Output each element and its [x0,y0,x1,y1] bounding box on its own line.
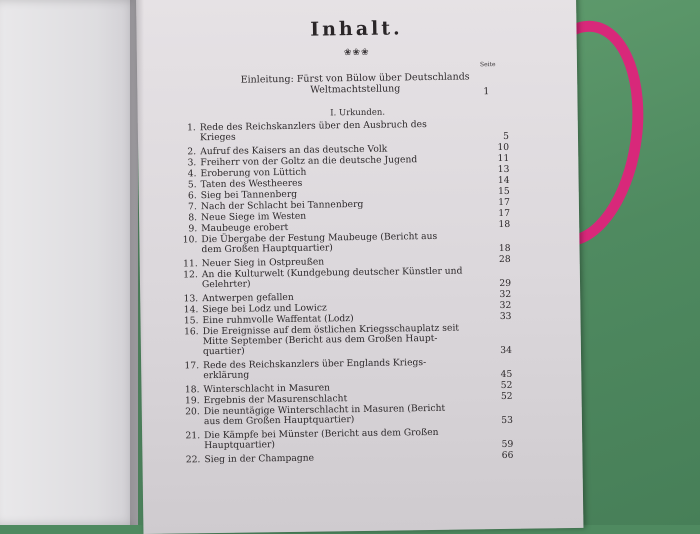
toc-entry-continuation: Hauptquartier) [204,439,276,452]
toc-entry-number: 10. [182,234,198,246]
toc-entry-title: Winterschlacht in Masuren [203,382,331,396]
toc-entry-number: 13. [183,293,199,305]
toc-entry-page: 18 [498,242,511,255]
toc-entry-number: 9. [188,223,198,235]
toc-entry-page: 45 [500,368,513,381]
toc-entry [179,323,512,358]
intro-line-2: Weltmachtstellung [310,83,401,96]
ornament: ❀❀❀ [343,47,370,59]
toc-entry-title: Freiherr von der Goltz an die deutsche Jugend [200,154,418,169]
toc-entry-number: 22. [185,454,201,466]
intro-entry [205,71,505,97]
gutter-shadow [130,0,144,525]
toc-entry-number: 8. [188,212,198,224]
toc-entry [179,357,512,382]
toc-entry-title: Die Übergabe der Festung Maubeuge (Bericht aus [201,230,438,246]
page-title: Inhalt. [310,17,403,41]
toc-entry-continuation: erklärung [203,369,250,382]
toc-entry-page: 13 [497,163,510,176]
toc-entry-page: 32 [499,299,512,312]
toc-entry-number: 5. [187,179,197,191]
book-page [136,0,583,534]
toc-entry-title: Eine ruhmvolle Waffentat (Lodz) [202,313,354,327]
toc-entry-page: 33 [499,310,512,323]
toc-entry-page: 5 [503,130,510,142]
toc-entry-number: 4. [187,168,197,180]
toc-entry-number: 20. [185,406,200,418]
toc-entry [180,403,513,428]
toc-entry-title: Die Ereignisse auf dem östlichen Kriegsschauplatz seit [202,322,460,338]
toc-entry-page: 34 [500,344,513,357]
toc-entry-title: Aufruf des Kaisers an das deutsche Volk [200,143,388,158]
toc-entry-title: Taten des Westheeres [200,177,303,191]
toc-entry-page: 17 [498,196,510,209]
toc-entry [177,231,510,256]
toc-entry-number: 7. [188,201,198,213]
toc-entry-title: Neuer Sieg in Ostpreußen [201,256,325,270]
toc-entry-page: 11 [497,152,510,165]
toc-entry-number: 12. [183,269,198,281]
toc-entry-number: 21. [185,430,201,442]
toc-entry-number: 14. [183,304,199,316]
toc-entry-number: 6. [187,190,197,202]
seite-label: Seite [479,61,496,69]
toc-entry-continuation: Gelehrter) [201,278,251,291]
intro-page: 1 [483,86,490,98]
toc-entry-title: Eroberung von Lüttich [200,166,307,180]
toc-entry-number: 3. [187,157,197,169]
toc-entry-number: 11. [183,258,198,270]
toc-entry-continuation: Krieges [199,131,236,144]
toc-entry [178,266,511,291]
intro-line-1: Einleitung: Fürst von Bülow über Deutschlands [240,71,470,86]
toc-entry-page: 66 [501,449,514,462]
toc-entry-title: Neue Siege im Westen [201,210,307,224]
toc-entry-number: 16. [183,326,199,338]
toc-entry-page: 28 [498,253,511,266]
left-page [0,0,138,525]
toc-entry-number: 2. [187,146,197,158]
toc-entry-page: 18 [498,218,511,231]
toc-entry-page: 14 [497,174,510,187]
toc-entry-page: 17 [498,207,511,220]
toc-entry-title: An die Kulturwelt (Kundgebung deutscher Künstler und [201,265,463,281]
toc-entry-page: 59 [501,438,514,451]
toc-entry-page: 52 [500,390,513,403]
toc-entry-title: Siege bei Lodz und Lowicz [202,302,327,316]
toc-entry-title: Sieg in der Champagne [204,452,315,466]
toc-entry-page: 52 [500,379,513,392]
toc-entry-number: 1. [186,122,196,134]
toc-entry-continuation: dem Großen Hauptquartier) [201,242,333,256]
toc-entry-page: 53 [501,414,514,427]
toc-entry-title: Sieg bei Tannenberg [200,188,298,202]
toc-entry [180,451,513,466]
toc-entry-number: 15. [183,315,199,327]
toc-entry-page: 10 [497,141,510,154]
toc-entry-page: 29 [499,277,512,290]
toc-entry-title: Antwerpen gefallen [202,291,294,305]
toc-entry-number: 17. [184,360,200,372]
toc-entry-page: 32 [499,288,512,301]
toc-entry-title: Rede des Reichskanzlers über Englands Kriegs- [203,357,427,372]
toc-entry-continuation: quartier) [202,345,245,358]
toc-entry-continuation: aus dem Großen Hauptquartier) [203,414,355,428]
toc-entry-title: Die neuntägige Winterschlacht in Masuren (Bericht [203,402,446,418]
toc-entry-title: Maubeuge erobert [201,221,289,235]
toc-entry-number: 19. [184,395,200,407]
toc-entry-number: 18. [184,384,200,396]
toc-entry [180,427,513,452]
toc-entry [176,119,509,144]
toc-entry-continuation: Mitte September (Bericht aus dem Großen Haupt- [202,332,438,348]
toc-entry-title: Rede des Reichskanzlers über den Ausbruch des [199,119,427,134]
toc-entry-title: Ergebnis der Masurenschlacht [203,393,348,407]
toc-entry-title: Nach der Schlacht bei Tannenberg [200,198,364,213]
section-heading: I. Urkunden. [330,107,386,119]
toc-entry-title: Die Kämpfe bei Münster (Bericht aus dem Großen [204,426,439,442]
toc-entry-page: 15 [497,185,510,198]
